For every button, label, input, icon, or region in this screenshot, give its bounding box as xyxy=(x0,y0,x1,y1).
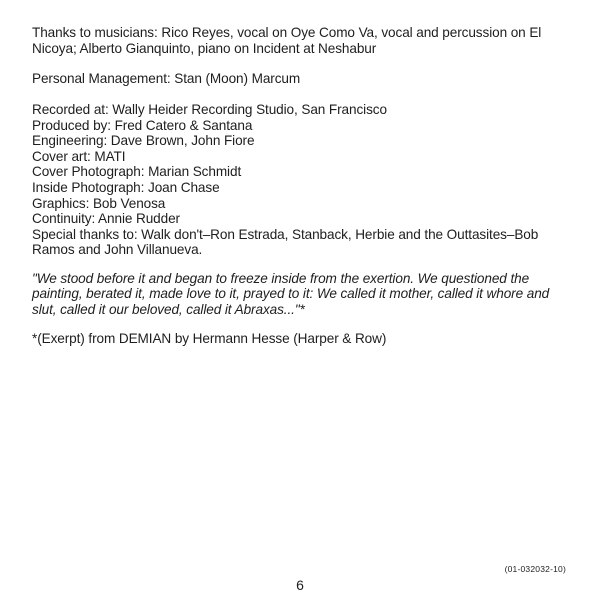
credit-produced-by: Produced by: Fred Catero & Santana xyxy=(32,117,253,133)
musician-thanks-text: Thanks to musicians: Rico Reyes, vocal on Oye Como Va, vocal and percussion on El Nicoya; Alberto Gianquinto, piano on Incident at Neshabur xyxy=(32,25,542,56)
management-paragraph xyxy=(32,71,562,87)
credit-graphics: Graphics: Bob Venosa xyxy=(32,195,166,211)
quote-text: "We stood before it and began to freeze inside from the exertion. We questioned the painting, berated it, made love to it, prayed to it: We called it mother, called it whore and slut, called it our beloved, called it Abraxas..."* xyxy=(32,271,550,317)
credit-cover-art: Cover art: MATI xyxy=(32,148,126,164)
credit-special-thanks: Special thanks to: Walk don't–Ron Estrada, Stanback, Herbie and the Outtasites–Bob Ramos and John Villanueva. xyxy=(32,226,539,258)
credit-continuity: Continuity: Annie Rudder xyxy=(32,211,180,227)
quote-source-paragraph xyxy=(32,331,562,347)
credits-list xyxy=(32,102,562,258)
page-number: 6 xyxy=(296,577,304,593)
quote-source-text: *(Exerpt) from DEMIAN by Hermann Hesse (Harper & Row) xyxy=(32,331,387,346)
management-text: Personal Management: Stan (Moon) Marcum xyxy=(32,71,301,86)
credit-cover-photograph: Cover Photograph: Marian Schmidt xyxy=(32,164,242,180)
credit-recorded-at: Recorded at: Wally Heider Recording Studio, San Francisco xyxy=(32,102,387,117)
quote-paragraph xyxy=(32,271,562,317)
musician-thanks-paragraph xyxy=(32,25,562,56)
credit-inside-photograph: Inside Photograph: Joan Chase xyxy=(32,179,220,195)
catalog-number: (01-032032-10) xyxy=(504,564,566,574)
credit-engineering: Engineering: Dave Brown, John Fiore xyxy=(32,133,255,149)
